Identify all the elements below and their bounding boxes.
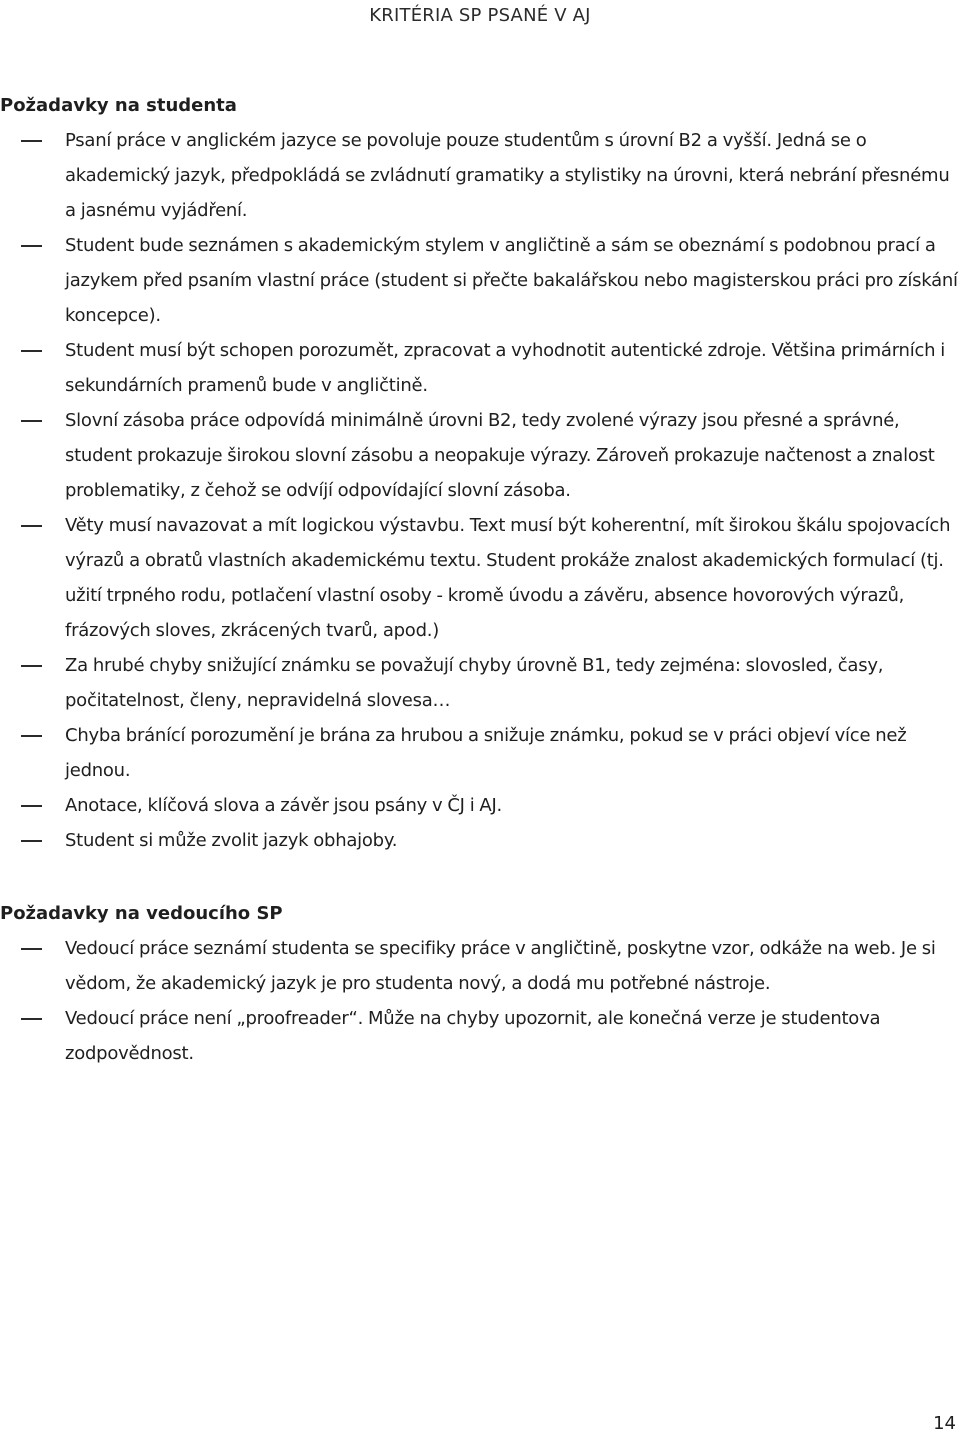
student-requirements-list [0,123,960,858]
student-requirements-section [0,88,960,858]
page-number: 14 [933,1413,956,1434]
dash-bullet-icon [21,245,42,247]
list-item-text: Slovní zásoba práce odpovídá minimálně úrovni B2, tedy zvolené výrazy jsou přesné a správné, student prokazuje širokou slovní zásobu a neopakuje výrazy. Zároveň prokazuje načtenost a znalost problematiky, z čehož se odvíjí odpovídající slovní zásoba. [65,410,935,501]
list-item [0,788,960,823]
supervisor-requirements-section [0,896,960,1071]
list-item [0,648,960,718]
list-item-text: Chyba bránící porozumění je brána za hrubou a snižuje známku, pokud se v práci objeví více než jednou. [65,725,907,781]
dash-bullet-icon [21,735,42,737]
dash-bullet-icon [21,948,42,950]
list-item [0,823,960,858]
list-item [0,403,960,508]
list-item-text: Student si může zvolit jazyk obhajoby. [65,830,398,851]
dash-bullet-icon [21,805,42,807]
dash-bullet-icon [21,1018,42,1020]
list-item-text: Student musí být schopen porozumět, zpracovat a vyhodnotit autentické zdroje. Většina primárních i sekundárních pramenů bude v angličtině. [65,340,945,396]
list-item [0,718,960,788]
dash-bullet-icon [21,420,42,422]
list-item [0,931,960,1001]
list-item [0,333,960,403]
list-item-text: Vedoucí práce není „proofreader“. Může na chyby upozornit, ale konečná verze je studentova zodpovědnost. [65,1008,881,1064]
list-item-text: Anotace, klíčová slova a závěr jsou psány v ČJ i AJ. [65,795,503,816]
dash-bullet-icon [21,665,42,667]
list-item [0,1001,960,1071]
list-item-text: Věty musí navazovat a mít logickou výstavbu. Text musí být koherentní, mít širokou škálu spojovacích výrazů a obratů vlastních akademickému textu. Student prokáže znalost akademických formulací (tj. užití trpného rodu, potlačení vlastní osoby - kromě úvodu a závěru, absence hovorových výrazů, frázových sloves, zkrácených tvarů, apod.) [65,515,951,641]
section-heading-student: Požadavky na studenta [0,95,237,116]
list-item-text: Student bude seznámen s akademickým stylem v angličtině a sám se obeznámí s podobnou prací a jazykem před psaním vlastní práce (student si přečte bakalářskou nebo magisterskou práci pro získání koncepce). [65,235,958,326]
list-item [0,508,960,648]
section-heading-supervisor: Požadavky na vedoucího SP [0,903,283,924]
page-title: KRITÉRIA SP PSANÉ V AJ [369,5,591,26]
supervisor-requirements-list [0,931,960,1071]
dash-bullet-icon [21,140,42,142]
list-item-text: Vedoucí práce seznámí studenta se specifiky práce v angličtině, poskytne vzor, odkáže na web. Je si vědom, že akademický jazyk je pro studenta nový, a dodá mu potřebné nástroje. [65,938,936,994]
list-item [0,123,960,228]
list-item-text: Psaní práce v anglickém jazyce se povoluje pouze studentům s úrovní B2 a vyšší. Jedná se o akademický jazyk, předpokládá se zvládnutí gramatiky a stylistiky na úrovni, která nebrání přesnému a jasnému vyjádření. [65,130,950,221]
list-item [0,228,960,333]
dash-bullet-icon [21,525,42,527]
list-item-text: Za hrubé chyby snižující známku se považují chyby úrovně B1, tedy zejména: slovosled, časy, počitatelnost, členy, nepravidelná slovesa… [65,655,884,711]
dash-bullet-icon [21,840,42,842]
dash-bullet-icon [21,350,42,352]
